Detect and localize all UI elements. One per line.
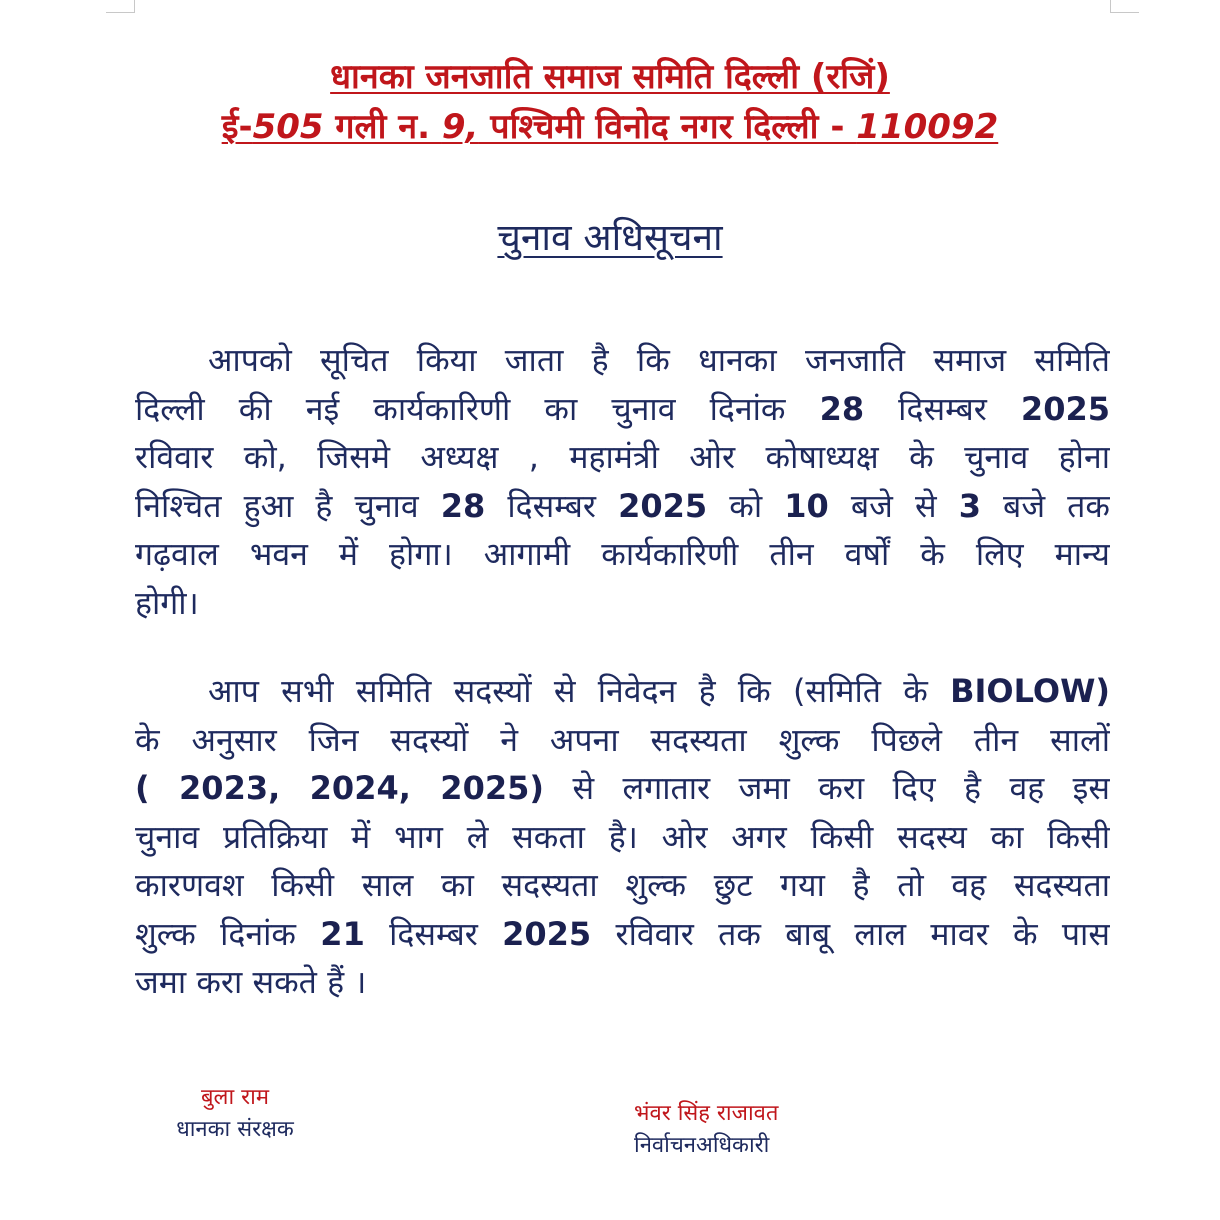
paragraph-line: होगी। — [135, 583, 199, 622]
organization-address: ई-505 गली न. 9, पश्चिमी विनोद नगर दिल्ली - 110092 — [221, 107, 999, 147]
organization-name: धानका जनजाति समाज समिति दिल्ली (रजिं) — [330, 57, 890, 97]
notice-paragraph-1 — [135, 336, 1110, 627]
paragraph-line: के अनुसार जिन सदस्यों ने अपना सदस्यता शुल्क पिछले तीन सालों — [135, 720, 1110, 759]
crop-mark-right — [1110, 0, 1139, 13]
paragraph-line: आप सभी समिति सदस्यों से निवेदन है कि (समिति के BIOLOW) — [208, 672, 1110, 710]
organization-header — [0, 52, 1220, 152]
crop-mark-left — [106, 0, 135, 13]
paragraph-line: ( 2023, 2024, 2025) से लगातार जमा करा दिए है वह इस — [135, 769, 1110, 807]
paragraph-line: आपको सूचित किया जाता है कि धानका जनजाति समाज समिति — [208, 341, 1110, 379]
signatory-name: भंवर सिंह राजावत — [634, 1101, 779, 1126]
paragraph-line: दिल्ली की नई कार्यकारिणी का चुनाव दिनांक 28 दिसम्बर 2025 — [135, 389, 1110, 428]
signatory-name: बुला राम — [200, 1085, 270, 1110]
paragraph-line: जमा करा सकते हैं । — [135, 963, 367, 1001]
notice-paragraph-2 — [135, 667, 1110, 1007]
notice-title: चुनाव अधिसूचना — [497, 216, 723, 259]
signatory-role: धानका संरक्षक — [176, 1117, 294, 1142]
paragraph-line: कारणवश किसी साल का सदस्यता शुल्क छुट गया है तो वह सदस्यता — [135, 866, 1110, 904]
signature-election-officer — [634, 1098, 778, 1162]
paragraph-line: रविवार को, जिसमे अध्यक्ष , महामंत्री ओर कोषाध्यक्ष के चुनाव होना — [135, 438, 1110, 476]
signature-patron — [160, 1082, 310, 1146]
paragraph-line: शुल्क दिनांक 21 दिसम्बर 2025 रविवार तक बाबू लाल मावर के पास — [135, 914, 1110, 953]
paragraph-line: निश्चित हुआ है चुनाव 28 दिसम्बर 2025 को 10 बजे से 3 बजे तक — [135, 486, 1110, 525]
paragraph-line: चुनाव प्रतिक्रिया में भाग ले सकता है। ओर अगर किसी सदस्य का किसी — [135, 817, 1110, 856]
signatory-role: निर्वाचनअधिकारी — [634, 1133, 770, 1158]
paragraph-line: गढ़वाल भवन में होगा। आगामी कार्यकारिणी तीन वर्षों के लिए मान्य — [135, 535, 1110, 573]
